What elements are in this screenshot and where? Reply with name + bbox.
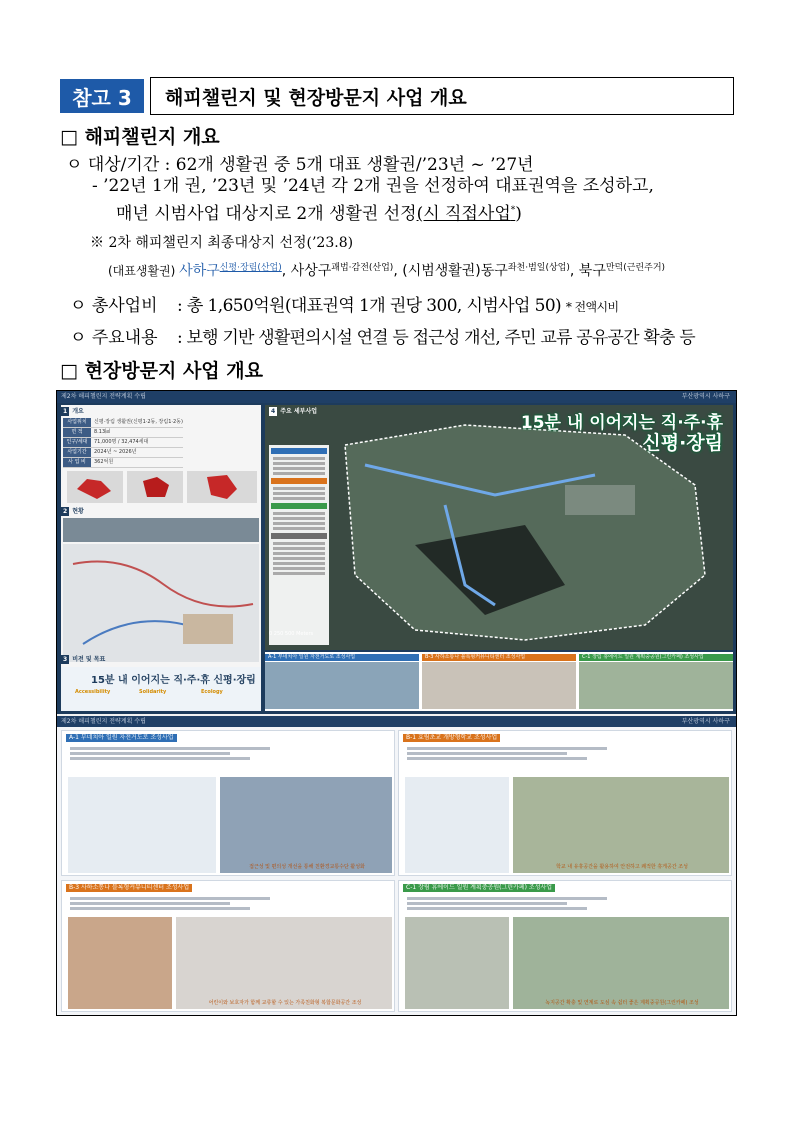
strip-label-a: A-1 부네치아 일원 자전거도로 조성사업 xyxy=(265,654,419,661)
strip-label-c: C-1 장림 휴에이드 일원 계획중공원(그린카페) 조성사업 xyxy=(579,654,733,661)
card-b1-caption: 학교 내 유휴공간을 활용하여 안전하고 쾌적한 휴게공간 조성 xyxy=(556,864,688,870)
card-a1-photo xyxy=(220,777,392,873)
table-row: 사업기간 2024년 ~ 2026년 xyxy=(63,448,183,458)
top-panel-titlebar: 제2차 해피챌린지 전략계획 수립 부산광역시 사하구 xyxy=(57,391,736,403)
overview-table xyxy=(63,418,183,468)
strategy-plan-top-panel xyxy=(57,391,736,714)
aerial-map xyxy=(265,405,733,650)
budget-value: : 총 1,650억원(대표권역 1개 권당 300, 시범사업 50) * 전액시비 xyxy=(177,296,619,316)
card-b3: B-3 사하소통나 블록형커뮤니티센터 조성사업 어린이와 보호자가 함께 교류할 수 있는 가족친화형 복합문화공간 조성 xyxy=(61,880,395,1012)
aerial-slogan: 15분 내 이어지는 직·주·휴 신평·장림 xyxy=(520,413,723,454)
status-map xyxy=(63,544,259,662)
status-photos xyxy=(63,518,259,542)
status-header: 2 현황 xyxy=(63,508,84,515)
target-sub-2: 매년 시범사업 대상지로 2개 생활권 선정(시 직접사업*) xyxy=(116,204,522,224)
overview-header: 1 개요 xyxy=(63,408,84,415)
card-c1-caption: 녹지공간 확충 및 연계로 도심 속 쉼터 좋은 계획중공원(그린카페) 조성 xyxy=(545,1000,699,1006)
card-b3-photo xyxy=(176,917,392,1009)
table-row: 사 업 비 362억원 xyxy=(63,458,183,468)
vision-block xyxy=(61,667,261,711)
strip-photo-b xyxy=(422,662,576,709)
vision-header: 3 비전 및 목표 xyxy=(63,656,106,663)
card-a1: A-1 부네치아 일원 자전거도로 조성사업 접근성 및 편의성 개선을 통해 친환경교통수단 활성화 xyxy=(61,730,395,876)
target-sub-2-main: 매년 시범사업 대상지로 2개 생활권 선정 xyxy=(116,204,417,224)
bottom-panel-titlebar: 제2차 해피챌린지 전략계획 수립 부산광역시 사하구 xyxy=(57,716,736,727)
project-legend xyxy=(269,445,329,645)
card-a1-caption: 접근성 및 편의성 개선을 통해 친환경교통수단 활성화 xyxy=(249,864,365,870)
card-a1-plan xyxy=(68,777,216,873)
page-title: 해피챌린지 및 현장방문지 사업 개요 xyxy=(150,77,734,115)
target-line: ㅇ 대상/기간 : 62개 생활권 중 5개 대표 생활권/’23년 ~ ’27년 xyxy=(66,155,534,175)
scale-bar: 0 250 500 Meters xyxy=(269,631,314,637)
location-map-2 xyxy=(127,471,183,503)
location-map-1 xyxy=(67,471,123,503)
selected-areas: (대표생활권) 사하구$^{신평\cdot 장림(산업)}$, 사상구$^{괘법\cdot 감전(산업)}$, (시범생활권)동구$^{좌천\cdot 범일(상업)}$, 북구$^{만덕(근린주거)}$ xyxy=(108,263,666,279)
vision-ecology: Ecology xyxy=(201,689,223,695)
area-saha: 사하구 xyxy=(179,263,220,279)
location-map-3 xyxy=(187,471,257,503)
target-sub-1: - ’22년 1개 권, ’23년 및 ’24년 각 2개 권을 선정하여 대표권역을 조성하고, xyxy=(92,176,654,196)
strategy-plan-bottom-panel xyxy=(57,716,736,1015)
table-row: 인구/세대 71,000명 / 32,474세대 xyxy=(63,438,183,448)
project-photo-strip xyxy=(265,652,733,711)
strip-label-b: B-3 사하소통나 블록형커뮤니티센터 조성사업 xyxy=(422,654,576,661)
card-c1-plan xyxy=(405,917,509,1009)
section-heading-site-visit: □ 현장방문지 사업 개요 xyxy=(60,360,263,382)
overview-column xyxy=(61,405,261,711)
card-c1-photo xyxy=(513,917,729,1009)
reference-badge: 참고 3 xyxy=(60,79,144,113)
content-label: ㅇ 주요내용 xyxy=(70,328,158,348)
card-c1: C-1 장림 휴에이드 일원 계획중공원(그린카페) 조성사업 녹지공간 확충 및 연계로 도심 속 쉼터 좋은 계획중공원(그린카페) 조성 xyxy=(398,880,732,1012)
table-row: 사업위치 신평·장림 생활권(신평1·2동, 장림1·2동) xyxy=(63,418,183,428)
card-b1-plan xyxy=(405,777,509,873)
strip-photo-a xyxy=(265,662,419,709)
strip-photo-c xyxy=(579,662,733,709)
vision-solidarity: Solidarity xyxy=(139,689,167,695)
vision-slogan: 15분 내 이어지는 직·주·휴 신평·장림 xyxy=(91,675,256,686)
card-b3-caption: 어린이와 보호자가 함께 교류할 수 있는 가족친화형 복합문화공간 조성 xyxy=(208,1000,362,1006)
card-b1-photo xyxy=(513,777,729,873)
budget-label: ㅇ 총사업비 xyxy=(70,296,158,316)
selection-note: ※ 2차 해피챌린지 최종대상지 선정(’23.8) xyxy=(90,235,354,251)
card-b1: B-1 효림초교 개방형학교 조성사업 학교 내 유휴공간을 활용하여 안전하고 쾌적한 휴게공간 조성 xyxy=(398,730,732,876)
vision-accessibility: Accessibility xyxy=(75,689,111,695)
card-b3-plan xyxy=(68,917,172,1009)
content-value: : 보행 기반 생활편의시설 연결 등 접근성 개선, 주민 교류 공유공간 확충 등 xyxy=(177,328,695,348)
table-row: 면 적 8.13㎢ xyxy=(63,428,183,438)
target-sub-2-underline: (시 직접사업* xyxy=(416,204,516,224)
main-projects-header: 4 주요 세부사업 xyxy=(271,408,318,415)
section-heading-overview: □ 해피챌린지 개요 xyxy=(60,126,220,148)
site-plan-figure xyxy=(56,390,737,1016)
